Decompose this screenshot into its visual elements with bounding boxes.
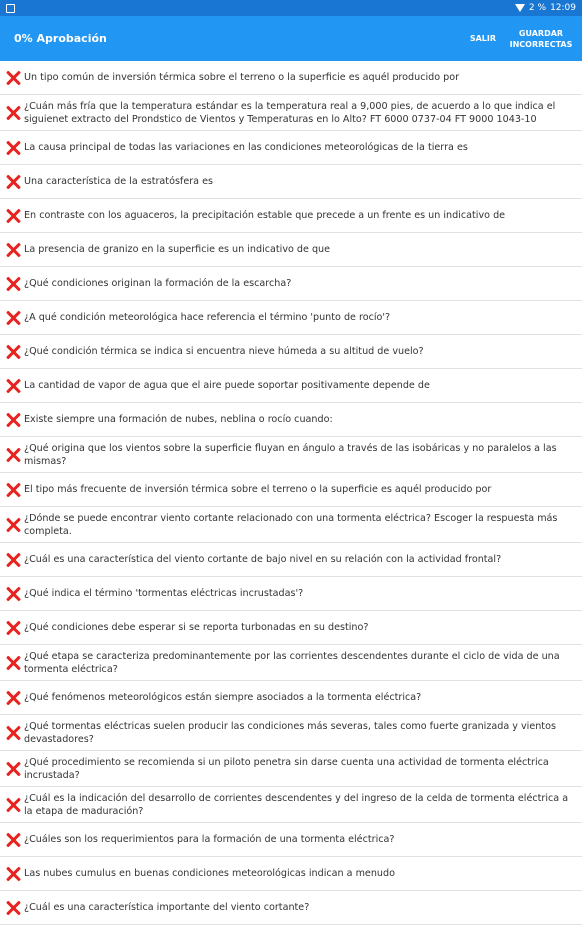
question-text: En contraste con los aguaceros, la precipitación estable que precede a un frente es un indicativo de bbox=[24, 210, 506, 221]
question-text: ¿Cuán más fría que la temperatura estándar es la temperatura real a 9,000 pies, de acuerdo a lo que indica el siguienet extracto del Prondstico de Vientos y Temperaturas en lo Alto? FT 6000 0737-04 FT 9000 1043-10 bbox=[24, 100, 556, 125]
question-text: ¿Qué origina que los vientos sobre la superficie fluyan en ángulo a través de las isobáricas y no paralelos a las mismas? bbox=[24, 442, 557, 467]
list-item[interactable] bbox=[0, 715, 582, 751]
incorrect-x-icon bbox=[4, 481, 22, 499]
incorrect-x-icon bbox=[4, 865, 22, 883]
question-text: Un tipo común de inversión térmica sobre el terreno o la superficie es aquél producido por bbox=[24, 72, 460, 83]
incorrect-x-icon bbox=[4, 446, 22, 464]
question-text: ¿Qué condiciones debe esperar si se reporta turbonadas en su destino? bbox=[24, 622, 369, 633]
question-text: La presencia de granizo en la superficie es un indicativo de que bbox=[24, 244, 331, 255]
clock: 12:09 bbox=[550, 3, 576, 13]
incorrect-x-icon bbox=[4, 309, 22, 327]
question-text: Existe siempre una formación de nubes, neblina o rocío cuando: bbox=[24, 414, 333, 425]
list-item[interactable] bbox=[0, 787, 582, 823]
incorrect-x-icon bbox=[4, 173, 22, 191]
list-item[interactable] bbox=[0, 267, 582, 301]
question-text: ¿Qué condición térmica se indica si encuentra nieve húmeda a su altitud de vuelo? bbox=[24, 346, 424, 357]
list-item[interactable] bbox=[0, 611, 582, 645]
incorrect-x-icon bbox=[4, 139, 22, 157]
question-text: ¿Qué fenómenos meteorológicos están siempre asociados a la tormenta eléctrica? bbox=[24, 692, 422, 703]
list-item[interactable] bbox=[0, 233, 582, 267]
incorrectas-label: INCORRECTAS bbox=[509, 39, 573, 49]
incorrect-x-icon bbox=[4, 377, 22, 395]
list-item[interactable] bbox=[0, 335, 582, 369]
status-right bbox=[515, 3, 576, 13]
question-text: Las nubes cumulus en buenas condiciones meteorológicas indican a menudo bbox=[24, 868, 395, 879]
question-text: La cantidad de vapor de agua que el aire puede soportar positivamente depende de bbox=[24, 380, 430, 391]
incorrect-x-icon bbox=[4, 831, 22, 849]
incorrect-x-icon bbox=[4, 585, 22, 603]
list-item[interactable] bbox=[0, 301, 582, 335]
battery-level: 2 % bbox=[528, 3, 547, 13]
incorrect-x-icon bbox=[4, 343, 22, 361]
list-item[interactable] bbox=[0, 891, 582, 925]
list-item[interactable] bbox=[0, 473, 582, 507]
question-text: ¿Qué tormentas eléctricas suelen producir las condiciones más severas, tales como fuerte granizada y vientos devastadores? bbox=[24, 720, 556, 745]
question-text: ¿Qué indica el término 'tormentas eléctricas incrustadas'? bbox=[24, 588, 304, 599]
list-item[interactable] bbox=[0, 681, 582, 715]
app-bar bbox=[0, 16, 582, 61]
salir-button[interactable]: SALIR bbox=[469, 34, 496, 43]
incorrect-x-icon bbox=[4, 796, 22, 814]
incorrect-x-icon bbox=[4, 619, 22, 637]
app-bar-actions bbox=[470, 28, 574, 50]
question-text: El tipo más frecuente de inversión térmica sobre el terreno o la superficie es aquél producido por bbox=[24, 484, 492, 495]
incorrect-x-icon bbox=[4, 207, 22, 225]
status-left bbox=[6, 4, 15, 13]
page-title: 0% Aprobación bbox=[14, 32, 107, 45]
list-item[interactable] bbox=[0, 507, 582, 543]
incorrect-x-icon bbox=[4, 241, 22, 259]
list-item[interactable] bbox=[0, 199, 582, 233]
list-item[interactable] bbox=[0, 165, 582, 199]
list-item[interactable] bbox=[0, 403, 582, 437]
question-text: ¿Cuál es una característica importante del viento cortante? bbox=[24, 902, 310, 913]
question-text: Una característica de la estratósfera es bbox=[24, 176, 213, 187]
incorrect-x-icon bbox=[4, 104, 22, 122]
status-bar bbox=[0, 0, 582, 16]
list-item[interactable] bbox=[0, 751, 582, 787]
list-item[interactable] bbox=[0, 369, 582, 403]
wifi-icon bbox=[515, 4, 525, 12]
question-text: La causa principal de todas las variaciones en las condiciones meteorológicas de la tierra es bbox=[24, 142, 468, 153]
guardar-incorrectas-button[interactable] bbox=[508, 28, 574, 50]
incorrect-x-icon bbox=[4, 69, 22, 87]
incorrect-x-icon bbox=[4, 551, 22, 569]
incorrect-x-icon bbox=[4, 516, 22, 534]
list-item[interactable] bbox=[0, 645, 582, 681]
question-text: ¿Cuál es la indicación del desarrollo de corrientes descendentes y del ingreso de la celda de tormenta eléctrica a la etapa de maduración? bbox=[24, 792, 569, 817]
list-item[interactable] bbox=[0, 61, 582, 95]
question-text: ¿Qué etapa se caracteriza predominantemente por las corrientes descendentes durante el ciclo de vida de una tormenta eléctrica? bbox=[24, 650, 560, 675]
incorrect-x-icon bbox=[4, 724, 22, 742]
question-list bbox=[0, 61, 582, 925]
list-item[interactable] bbox=[0, 823, 582, 857]
question-text: ¿Dónde se puede encontrar viento cortante relacionado con una tormenta eléctrica? Escoger la respuesta más completa. bbox=[24, 512, 558, 537]
incorrect-x-icon bbox=[4, 411, 22, 429]
list-item[interactable] bbox=[0, 131, 582, 165]
list-item[interactable] bbox=[0, 543, 582, 577]
list-item[interactable] bbox=[0, 857, 582, 891]
incorrect-x-icon bbox=[4, 275, 22, 293]
question-text: ¿Qué procedimiento se recomienda si un piloto penetra sin darse cuenta una actividad de tormenta eléctrica incrustada? bbox=[24, 756, 549, 781]
list-item[interactable] bbox=[0, 437, 582, 473]
incorrect-x-icon bbox=[4, 899, 22, 917]
question-text: ¿Cuáles son los requerimientos para la formación de una tormenta eléctrica? bbox=[24, 834, 395, 845]
question-text: ¿Cuál es una característica del viento cortante de bajo nivel en su relación con la actividad frontal? bbox=[24, 554, 502, 565]
question-text: ¿A qué condición meteorológica hace referencia el término 'punto de rocío'? bbox=[24, 312, 391, 323]
incorrect-x-icon bbox=[4, 654, 22, 672]
incorrect-x-icon bbox=[4, 760, 22, 778]
incorrect-x-icon bbox=[4, 689, 22, 707]
guardar-label: GUARDAR bbox=[518, 28, 564, 38]
question-text: ¿Qué condiciones originan la formación de la escarcha? bbox=[24, 278, 292, 289]
list-item[interactable] bbox=[0, 577, 582, 611]
list-item[interactable] bbox=[0, 95, 582, 131]
notification-icon bbox=[6, 4, 15, 13]
